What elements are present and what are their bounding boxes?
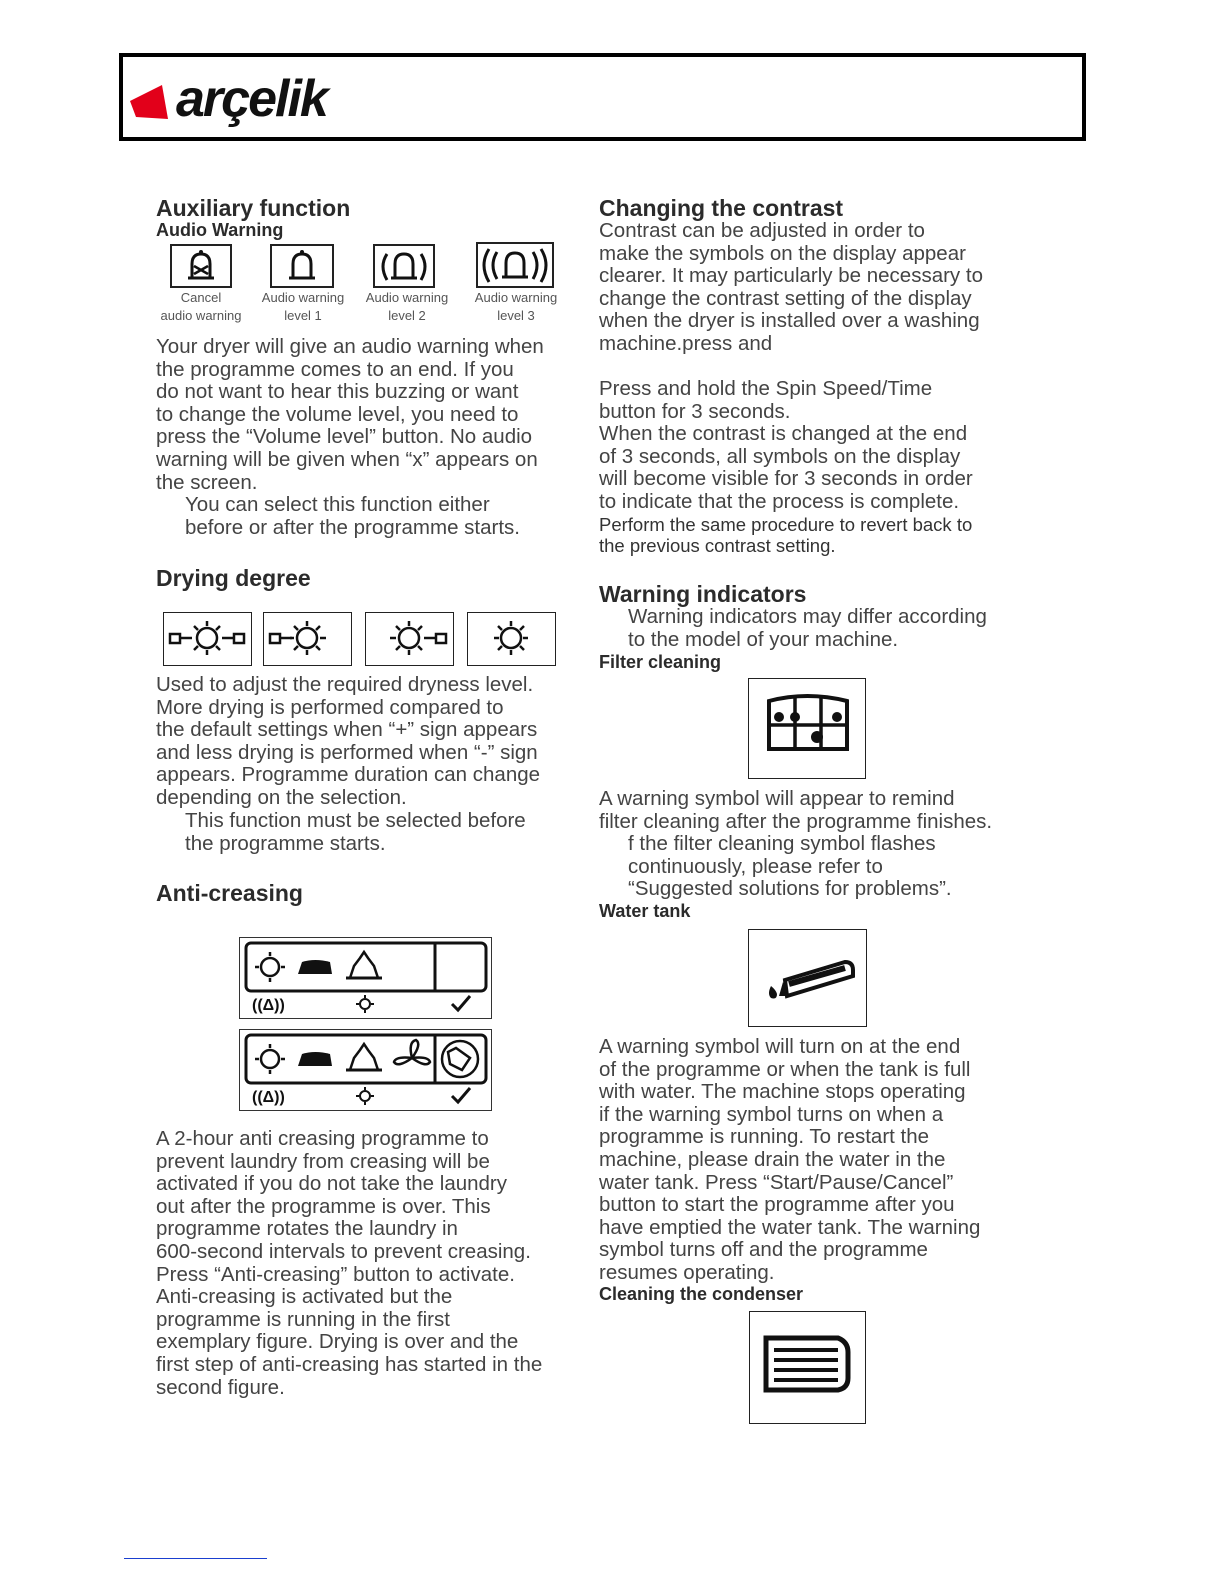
drying-degree-plus-icon: [365, 612, 454, 666]
brand-logo: [126, 67, 336, 127]
audio-bullet: You can select this function either before or after the programme starts.: [185, 493, 520, 539]
audio-caption: Audio warning level 2: [365, 290, 449, 323]
drying-bullet: This function must be selected before the programme starts.: [185, 809, 526, 855]
filter-bullet: f the filter cleaning symbol flashes continuously, please refer to “Suggested solutions for problems”.: [628, 832, 952, 901]
audio-paragraph: Your dryer will give an audio warning when the programme comes to an end. If you do not want to hear this buzzing or want to change the volume level, you need to press the “Volume level” button. No audio warning will be given when “x” appears on the screen.: [156, 335, 544, 494]
bell-icon: [270, 244, 334, 288]
drying-degree-minus-icon: [263, 612, 352, 666]
water-paragraph: A warning symbol will turn on at the end of the programme or when the tank is full with water. The machine stops operating if the warning symbol turns on when a programme is running. To restart the machine, please drain the water in the water tank. Press “Start/Pause/Cancel” button to start the programme after you have emptied the water tank. The warning symbol turns off and the programme resumes operating.: [599, 1035, 981, 1284]
svg-text:((Δ)): ((Δ)): [252, 1089, 285, 1106]
svg-text:((Δ)): ((Δ)): [252, 997, 285, 1014]
condenser-subtitle: Cleaning the condenser: [599, 1284, 804, 1304]
anti-paragraph: A 2-hour anti creasing programme to prevent laundry from creasing will be activated if you do not take the laundry out after the programme is over. This programme rotates the laundry in 600-second intervals to prevent creasing. Press “Anti-creasing” button to activate. Anti-creasing is activated but the programme is running in the first exemplary figure. Drying is over and the first step of anti-creasing has started in the second figure.: [156, 1127, 543, 1399]
drying-degree-plus-minus-icon: [163, 612, 252, 666]
anti-creasing-display-active: [239, 1029, 492, 1111]
footer-rule: [124, 1558, 267, 1559]
audio-subtitle: Audio Warning: [156, 220, 284, 240]
filter-paragraph: A warning symbol will appear to remind filter cleaning after the programme finishes.: [599, 787, 993, 833]
audio-caption: Audio warning level 3: [474, 290, 558, 323]
drying-degree-standard-icon: [467, 612, 556, 666]
condenser-cleaning-icon: [749, 1311, 866, 1424]
anti-creasing-display-running: [239, 937, 492, 1019]
water-tank-icon: [748, 929, 867, 1027]
aux-title: Auxiliary function: [156, 195, 351, 221]
bell-waves-2-icon: [476, 242, 554, 288]
brand-mark-icon: [126, 79, 174, 127]
contrast-paragraph-2: Press and hold the Spin Speed/Time button for 3 seconds. When the contrast is changed at the end of 3 seconds, all symbols on the display will become visible for 3 seconds in order to indicate that the process is complete.: [599, 377, 973, 513]
header-frame: [119, 53, 1086, 141]
warning-title: Warning indicators: [599, 581, 807, 607]
audio-caption: Cancel audio warning: [160, 290, 242, 323]
drying-paragraph: Used to adjust the required dryness level. More drying is performed compared to the default settings when “+” sign appears and less drying is performed when “-” sign appears. Programme duration can change depending on the selection.: [156, 673, 541, 809]
filter-subtitle: Filter cleaning: [599, 652, 722, 672]
audio-caption: Audio warning level 1: [261, 290, 345, 323]
bell-waves-1-icon: [373, 244, 435, 288]
contrast-paragraph: Contrast can be adjusted in order to make the symbols on the display appear clearer. It may particularly be necessary to change the contrast setting of the display when the dryer is installed over a washing machine.press and: [599, 219, 983, 355]
brand-name: arçelik: [176, 70, 327, 128]
drying-title: Drying degree: [156, 565, 311, 591]
water-subtitle: Water tank: [599, 901, 691, 921]
filter-cleaning-icon: [748, 678, 866, 779]
warning-bullet: Warning indicators may differ according to the model of your machine.: [628, 605, 987, 651]
anti-title: Anti-creasing: [156, 880, 303, 906]
contrast-title: Changing the contrast: [599, 195, 844, 221]
contrast-paragraph-3: Perform the same procedure to revert back to the previous contrast setting.: [599, 514, 973, 556]
cancel-bell-icon: [170, 244, 232, 288]
